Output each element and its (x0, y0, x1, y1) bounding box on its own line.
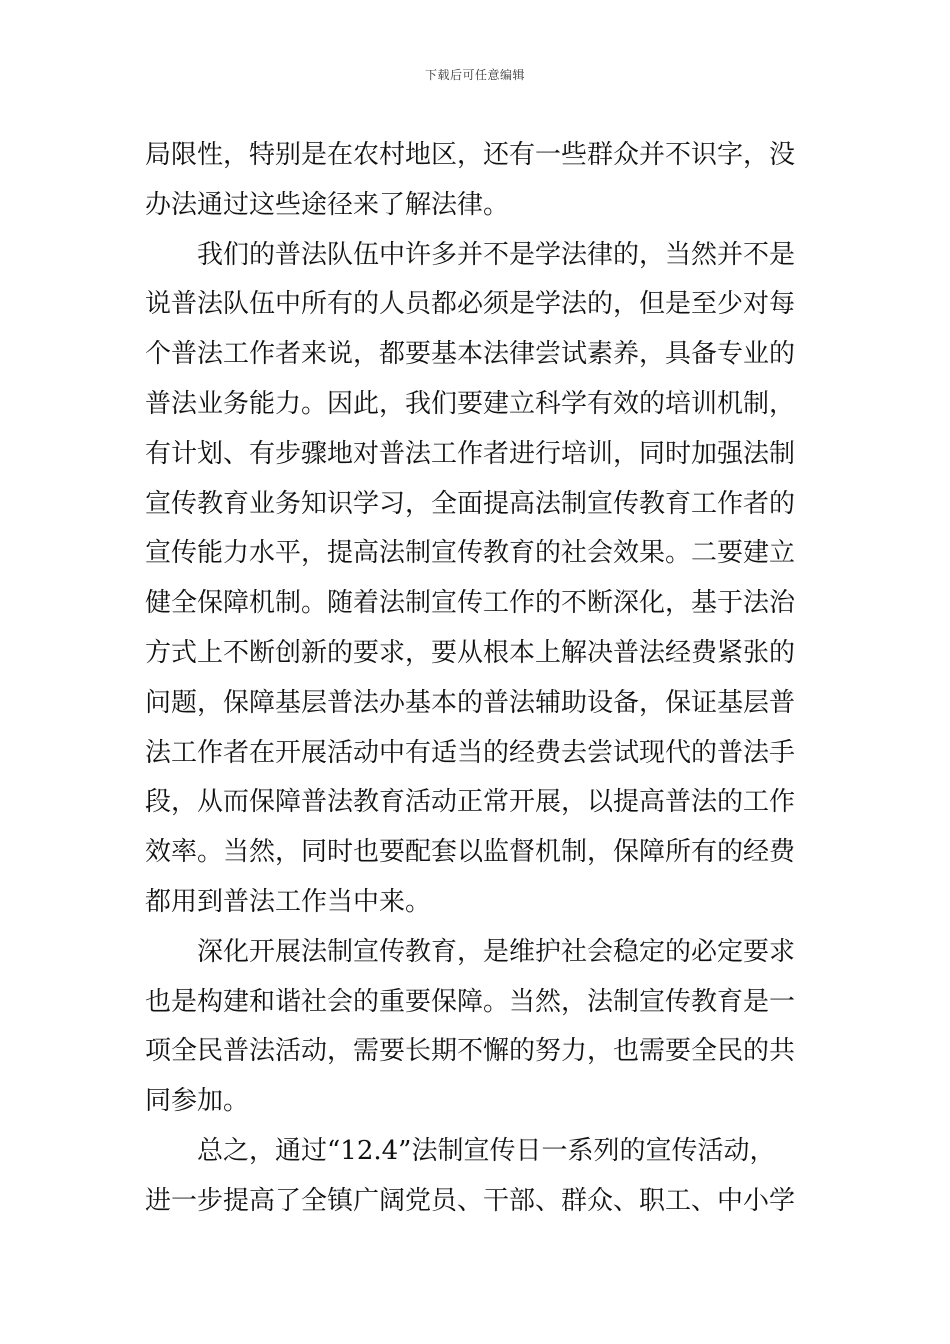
page-header: 下载后可任意编辑 (424, 68, 525, 82)
text-line: 健全保障机制。随着法制宣传工作的不断深化，基于法治 (145, 588, 796, 619)
text-line: 普法业务能力。因此，我们要建立科学有效的培训机制， (145, 388, 796, 419)
text-line: 进一步提高了全镇广阔党员、干部、群众、职工、中小学 (145, 1185, 796, 1216)
text-line: 有计划、有步骤地对普法工作者进行培训，同时加强法制 (145, 438, 796, 469)
paragraph-start-line: 深化开展法制宣传教育，是维护社会稳定的必定要求 (197, 936, 796, 967)
text-line: 也是构建和谐社会的重要保障。当然，法制宣传教育是一 (145, 986, 796, 1017)
text-line: 段，从而保障普法教育活动正常开展，以提高普法的工作 (145, 787, 796, 818)
text-line: 个普法工作者来说，都要基本法律尝试素养，具备专业的 (145, 339, 796, 370)
text-line: 效率。当然，同时也要配套以监督机制，保障所有的经费 (145, 837, 796, 868)
body-text (145, 131, 810, 1227)
text-line: 局限性，特别是在农村地区，还有一些群众并不识字，没 (145, 140, 796, 170)
text-line: 方式上不断创新的要求，要从根本上解决普法经费紧张的 (145, 637, 796, 668)
text-line: 说普法队伍中所有的人员都必须是学法的，但是至少对每 (145, 289, 796, 320)
text-line: 同参加。 (145, 1086, 250, 1117)
text-line: 都用到普法工作当中来。 (145, 886, 432, 917)
text-line: 问题，保障基层普法办基本的普法辅助设备，保证基层普 (145, 687, 796, 718)
text-line: 办法通过这些途径来了解法律。 (145, 189, 510, 220)
text-line: 宣传能力水平，提高法制宣传教育的社会效果。二要建立 (145, 538, 796, 569)
paragraph-start-line: 我们的普法队伍中许多并不是学法律的，当然并不是 (197, 239, 796, 270)
text-line: 法工作者在开展活动中有适当的经费去尝试现代的普法手 (145, 737, 796, 768)
text-line: 项全民普法活动，需要长期不懈的努力，也需要全民的共 (145, 1036, 796, 1067)
text-line: 宣传教育业务知识学习，全面提高法制宣传教育工作者的 (145, 488, 796, 519)
paragraph-start-line: 总之，通过“12.4”法制宣传日一系列的宣传活动， (197, 1135, 776, 1166)
